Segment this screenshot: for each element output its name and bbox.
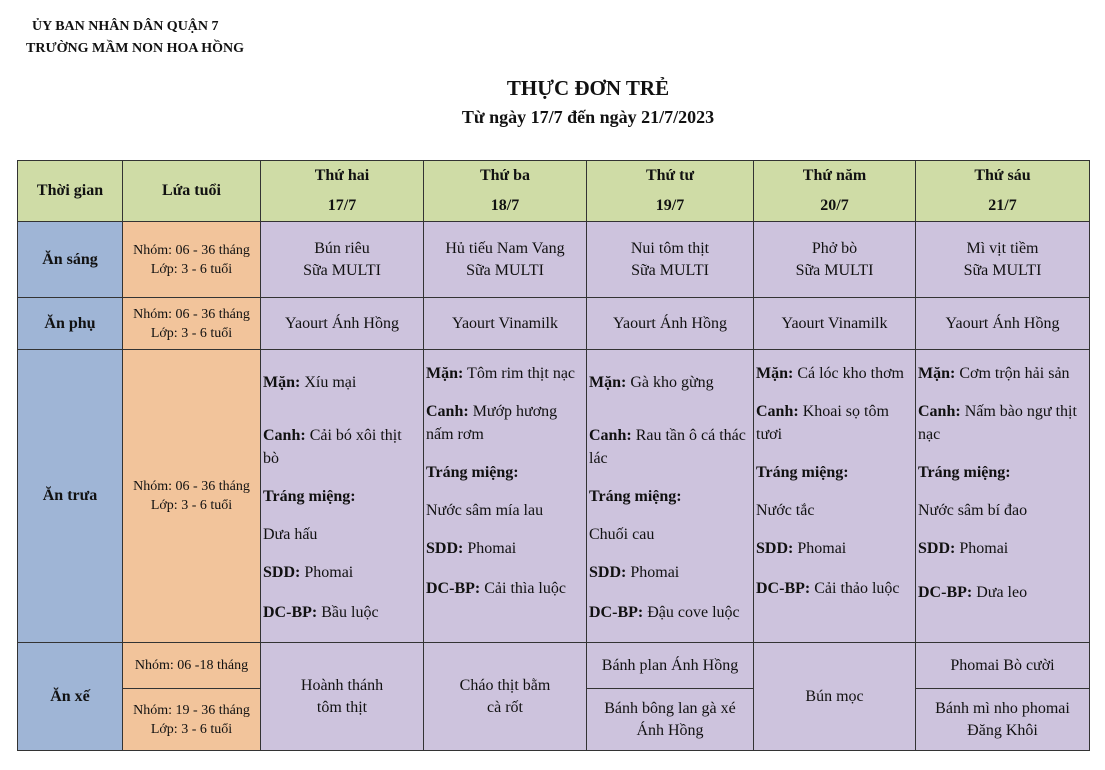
header-day-wed: Thứ tư 19/7	[587, 161, 754, 222]
lunch-wed: Mặn: Gà kho gừng Canh: Rau tần ô cá thác lác Tráng miệng: Chuối cau SDD: Phomai DC-BP: Đậu cove luộc	[587, 350, 754, 643]
school-name: TRƯỜNG MẦM NON HOA HỒNG	[26, 41, 245, 56]
snack-fri: Yaourt Ánh Hồng	[916, 298, 1090, 350]
lunch-tue: Mặn: Tôm rim thịt nạc Canh: Mướp hương nấm rơm Tráng miệng: Nước sâm mía lau SDD: Phomai DC-BP: Cải thìa luộc	[424, 350, 587, 643]
age-breakfast: Nhóm: 06 - 36 tháng Lớp: 3 - 6 tuổi	[123, 222, 261, 298]
header-day-tue: Thứ ba 18/7	[424, 161, 587, 222]
weekly-menu-table	[17, 160, 1090, 751]
header-day-mon: Thứ hai 17/7	[261, 161, 424, 222]
meal-breakfast: Ăn sáng	[18, 222, 123, 298]
snack-mon: Yaourt Ánh Hồng	[261, 298, 424, 350]
afternoon-wed-infant: Bánh plan Ánh Hồng	[587, 643, 754, 689]
afternoon-fri-toddler: Bánh mì nho phomai Đăng Khôi	[916, 689, 1090, 751]
breakfast-tue: Hủ tiếu Nam Vang Sữa MULTI	[424, 222, 587, 298]
snack-tue: Yaourt Vinamilk	[424, 298, 587, 350]
header-day-fri: Thứ sáu 21/7	[916, 161, 1090, 222]
menu-title: THỰC ĐƠN TRẺ	[506, 76, 670, 100]
header-time: Thời gian	[18, 161, 123, 222]
afternoon-fri-infant: Phomai Bò cười	[916, 643, 1090, 689]
breakfast-thu: Phở bò Sữa MULTI	[754, 222, 916, 298]
header-day-thu: Thứ năm 20/7	[754, 161, 916, 222]
afternoon-tue: Cháo thịt bằm cà rốt	[424, 643, 587, 751]
age-lunch: Nhóm: 06 - 36 tháng Lớp: 3 - 6 tuổi	[123, 350, 261, 643]
breakfast-wed: Nui tôm thịt Sữa MULTI	[587, 222, 754, 298]
afternoon-wed-toddler: Bánh bông lan gà xé Ánh Hồng	[587, 689, 754, 751]
afternoon-mon: Hoành thánh tôm thịt	[261, 643, 424, 751]
age-snack: Nhóm: 06 - 36 tháng Lớp: 3 - 6 tuổi	[123, 298, 261, 350]
breakfast-fri: Mì vịt tiềm Sữa MULTI	[916, 222, 1090, 298]
meal-lunch: Ăn trưa	[18, 350, 123, 643]
snack-wed: Yaourt Ánh Hồng	[587, 298, 754, 350]
age-afternoon-infant: Nhóm: 06 -18 tháng	[123, 643, 261, 689]
lunch-mon: Mặn: Xíu mại Canh: Cải bó xôi thịt bò Tráng miệng: Dưa hấu SDD: Phomai DC-BP: Bầu luộc	[261, 350, 424, 643]
snack-thu: Yaourt Vinamilk	[754, 298, 916, 350]
age-afternoon-toddler: Nhóm: 19 - 36 tháng Lớp: 3 - 6 tuổi	[123, 689, 261, 751]
breakfast-mon: Bún riêu Sữa MULTI	[261, 222, 424, 298]
afternoon-thu: Bún mọc	[754, 643, 916, 751]
lunch-thu: Mặn: Cá lóc kho thơm Canh: Khoai sọ tôm tươi Tráng miệng: Nước tắc SDD: Phomai DC-BP: Cải thảo luộc	[754, 350, 916, 643]
date-range: Từ ngày 17/7 đến ngày 21/7/2023	[461, 107, 715, 127]
meal-snack: Ăn phụ	[18, 298, 123, 350]
meal-afternoon: Ăn xế	[18, 643, 123, 751]
district-committee: ỦY BAN NHÂN DÂN QUẬN 7	[32, 19, 219, 34]
header-age: Lứa tuổi	[123, 161, 261, 222]
organization-header	[26, 16, 244, 60]
lunch-fri: Mặn: Cơm trộn hải sản Canh: Nấm bào ngư thịt nạc Tráng miệng: Nước sâm bí đao SDD: Phomai DC-BP: Dưa leo	[916, 350, 1090, 643]
